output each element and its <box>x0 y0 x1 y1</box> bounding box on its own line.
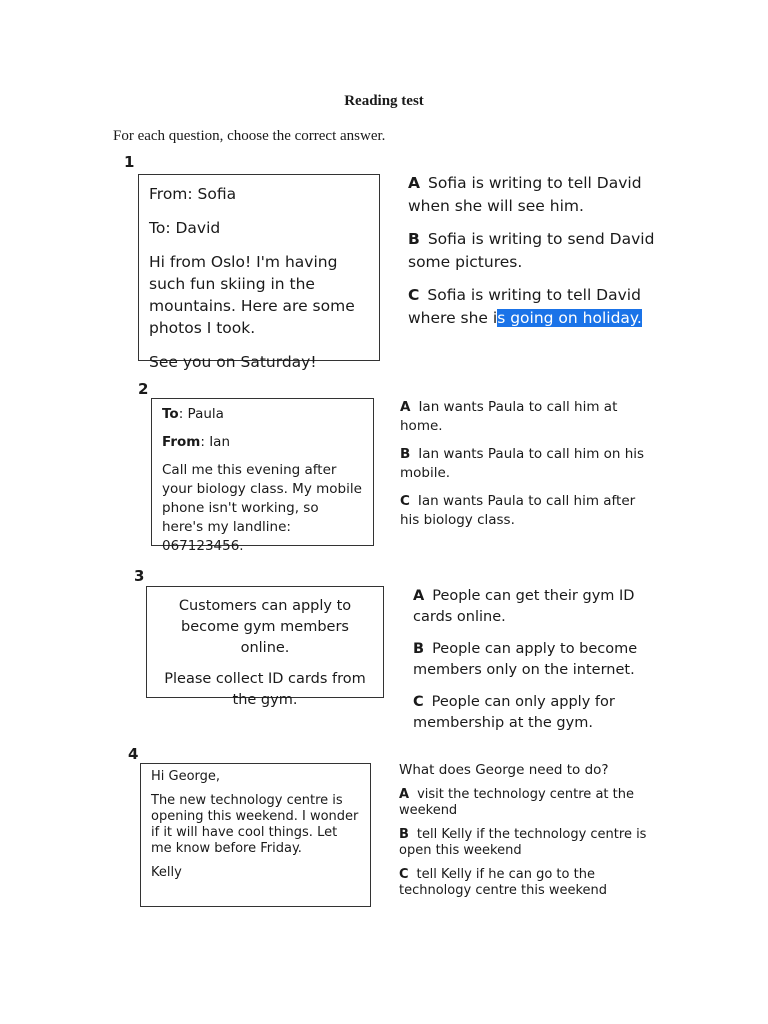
option-letter: A <box>413 588 425 604</box>
message-line: The new technology centre is opening this weekend. I wonder if it will have cool things. Let me know before Friday. <box>151 793 359 856</box>
question-1-message-box <box>138 174 380 371</box>
question-4-number: 4 <box>128 745 139 763</box>
option-b[interactable] <box>400 445 650 482</box>
option-text: Ian wants Paula to call him after his biology class. <box>400 493 636 528</box>
question-2-number: 2 <box>138 380 149 398</box>
option-b[interactable] <box>399 827 659 859</box>
option-text: Ian wants Paula to call him on his mobile. <box>400 446 645 481</box>
selected-text-highlight[interactable]: s going on holiday. <box>497 309 642 327</box>
question-3-number: 3 <box>134 567 145 585</box>
message-line <box>162 433 363 452</box>
question-2-options <box>400 398 650 539</box>
option-a[interactable] <box>399 787 659 819</box>
option-a[interactable] <box>400 398 650 435</box>
message-line: Kelly <box>151 865 182 880</box>
option-c[interactable] <box>408 284 658 330</box>
message-line: From: Sofia <box>149 185 237 203</box>
page-title: Reading test <box>344 93 424 109</box>
option-a[interactable] <box>413 586 653 628</box>
message-label: From <box>162 434 201 450</box>
message-line: To: David <box>149 219 221 237</box>
option-text: People can only apply for membership at the gym. <box>413 694 615 731</box>
question-1-options <box>408 172 658 340</box>
option-c[interactable] <box>399 867 659 899</box>
question-1-number: 1 <box>124 153 135 171</box>
message-label: To <box>162 406 179 422</box>
option-b[interactable] <box>408 228 658 274</box>
notice-line: Customers can apply to become gym members online. <box>178 598 352 656</box>
notice-line: Please collect ID cards from the gym. <box>164 671 366 708</box>
message-value: : Paula <box>178 406 224 422</box>
option-b[interactable] <box>413 639 653 681</box>
option-letter: A <box>399 787 410 802</box>
question-4-options <box>399 762 659 907</box>
option-text: Sofia is writing to send David some pictures. <box>408 230 655 271</box>
option-text: People can apply to become members only on the internet. <box>413 641 638 678</box>
question-3-notice-box <box>146 586 384 708</box>
option-text: Ian wants Paula to call him at home. <box>400 399 618 434</box>
question-stem: What does George need to do? <box>399 762 609 778</box>
option-letter: A <box>408 174 420 192</box>
message-value: : Ian <box>200 434 231 450</box>
option-letter: C <box>413 694 424 710</box>
message-line: Call me this evening after your biology class. My mobile phone isn't working, so here's my landline: 067123456. <box>162 462 362 554</box>
option-text: visit the technology centre at the weekend <box>399 787 634 818</box>
option-letter: A <box>400 399 411 415</box>
option-letter: B <box>408 230 420 248</box>
option-c[interactable] <box>413 692 653 734</box>
question-2-message-box <box>151 398 374 554</box>
option-letter: B <box>400 446 411 462</box>
option-letter: C <box>399 867 409 882</box>
option-letter: C <box>400 493 410 509</box>
option-letter: B <box>413 641 425 657</box>
option-letter: C <box>408 286 420 304</box>
option-letter: B <box>399 827 409 842</box>
question-4-message-box <box>140 763 371 907</box>
question-3-options <box>413 586 653 745</box>
option-text: tell Kelly if the technology centre is open this weekend <box>399 827 647 858</box>
option-text: Sofia is writing to tell David where she i <box>408 286 641 327</box>
message-line: Hi George, <box>151 769 221 784</box>
option-text: People can get their gym ID cards online. <box>413 588 635 625</box>
option-a[interactable] <box>408 172 658 218</box>
message-line: Hi from Oslo! I'm having such fun skiing in the mountains. Here are some photos I took. <box>149 253 355 337</box>
option-text: tell Kelly if he can go to the technology centre this weekend <box>399 867 608 898</box>
option-c[interactable] <box>400 492 650 529</box>
message-line <box>162 405 363 424</box>
option-text: Sofia is writing to tell David when she will see him. <box>408 174 642 215</box>
message-line: See you on Saturday! <box>149 353 317 371</box>
instruction-text: For each question, choose the correct answer. <box>113 128 386 144</box>
